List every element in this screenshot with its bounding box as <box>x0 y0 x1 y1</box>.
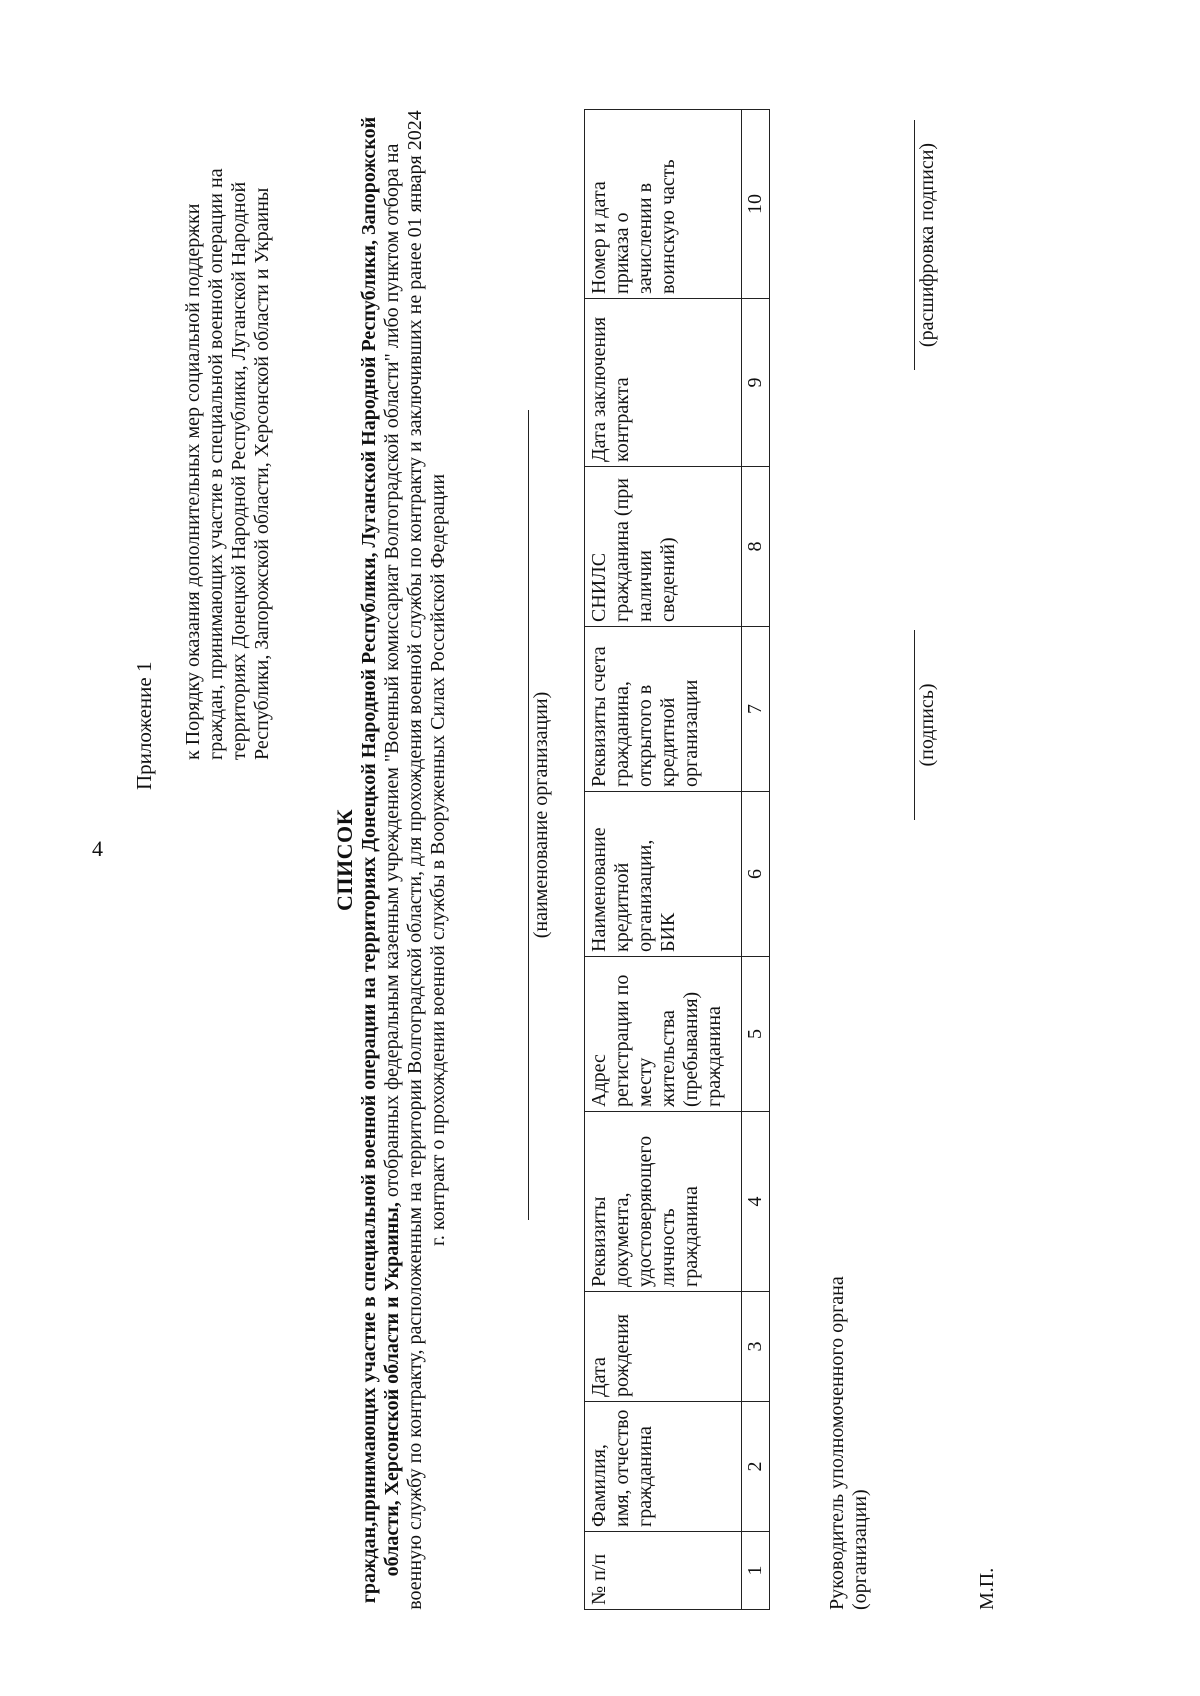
column-number-cell: 5 <box>742 957 770 1112</box>
column-number-cell: 6 <box>742 792 770 957</box>
header-cell: № п/п <box>585 1532 742 1610</box>
header-cell: Реквизиты документа, удостоверяющего личность гражданина <box>585 1112 742 1292</box>
signature-caption: (подпись) <box>916 683 938 767</box>
signature-decode-caption: (расшифровка подписи) <box>916 142 938 348</box>
appendix-label: Приложение 1 <box>132 661 156 790</box>
column-number-cell: 1 <box>742 1532 770 1610</box>
table-header-row <box>585 110 742 1610</box>
landscape-page <box>100 100 1100 1620</box>
header-cell: Дата заключения контракта <box>585 299 742 467</box>
column-number-cell: 7 <box>742 627 770 792</box>
appendix-description: к Порядку оказания дополнительных мер социальной поддержки граждан, принимающих участие в специальной военной операции на территориях Донецкой Народной Республики, Луганской Народной Республики, Запорожской области, Херсонской области и Украины <box>182 168 273 760</box>
column-number-cell: 9 <box>742 299 770 467</box>
column-number-cell: 3 <box>742 1292 770 1402</box>
header-cell: СНИЛС гражданина (при наличии сведений) <box>585 467 742 627</box>
column-number-cell: 4 <box>742 1112 770 1292</box>
organization-name-line <box>528 410 529 1220</box>
page-number: 4 <box>92 836 103 861</box>
signer-label: Руководитель уполномоченного органа (организации) <box>826 1276 871 1610</box>
list-subtitle <box>358 105 450 1615</box>
column-number-cell: 8 <box>742 467 770 627</box>
header-cell: Фамилия, имя, отчество гражданина <box>585 1402 742 1532</box>
header-cell: Реквизиты счета гражданина, открытого в кредитной организации <box>585 627 742 792</box>
list-subtitle-regular: отобранных федеральным казенным учреждением "Военный комиссариат Волгоградской области" либо пунктом отбора на военную службу по контракту, расположенным на территории Волгоградской области, для прохождения военной службы по контракту и заключивших не ранее 01 января 2024 г. контракт о прохождении военной службы в Вооруженных Силах Российской Федерации <box>381 110 449 1610</box>
column-number-cell: 10 <box>742 110 770 299</box>
stamp-label: М.П. <box>976 1567 998 1610</box>
header-cell: Номер и дата приказа о зачислении в воинскую часть <box>585 110 742 299</box>
citizens-table <box>584 109 770 1610</box>
signature-line <box>914 630 915 820</box>
header-cell: Дата рождения <box>585 1292 742 1402</box>
list-subtitle-bold: граждан,принимающих участие в специальной военной операции на территориях Донецкой Народной Республики, Луганской Народной Республики, Запорожской области, Херсонской области и Украины, <box>358 116 403 1604</box>
header-cell: Адрес регистрации по месту жительства (пребывания) гражданина <box>585 957 742 1112</box>
column-number-cell: 2 <box>742 1402 770 1532</box>
signature-decode-line <box>914 120 915 370</box>
header-cell: Наименование кредитной организации, БИК <box>585 792 742 957</box>
list-title: СПИСОК <box>332 808 357 912</box>
organization-caption: (наименование организации) <box>530 691 552 939</box>
table-column-number-row <box>742 110 770 1610</box>
